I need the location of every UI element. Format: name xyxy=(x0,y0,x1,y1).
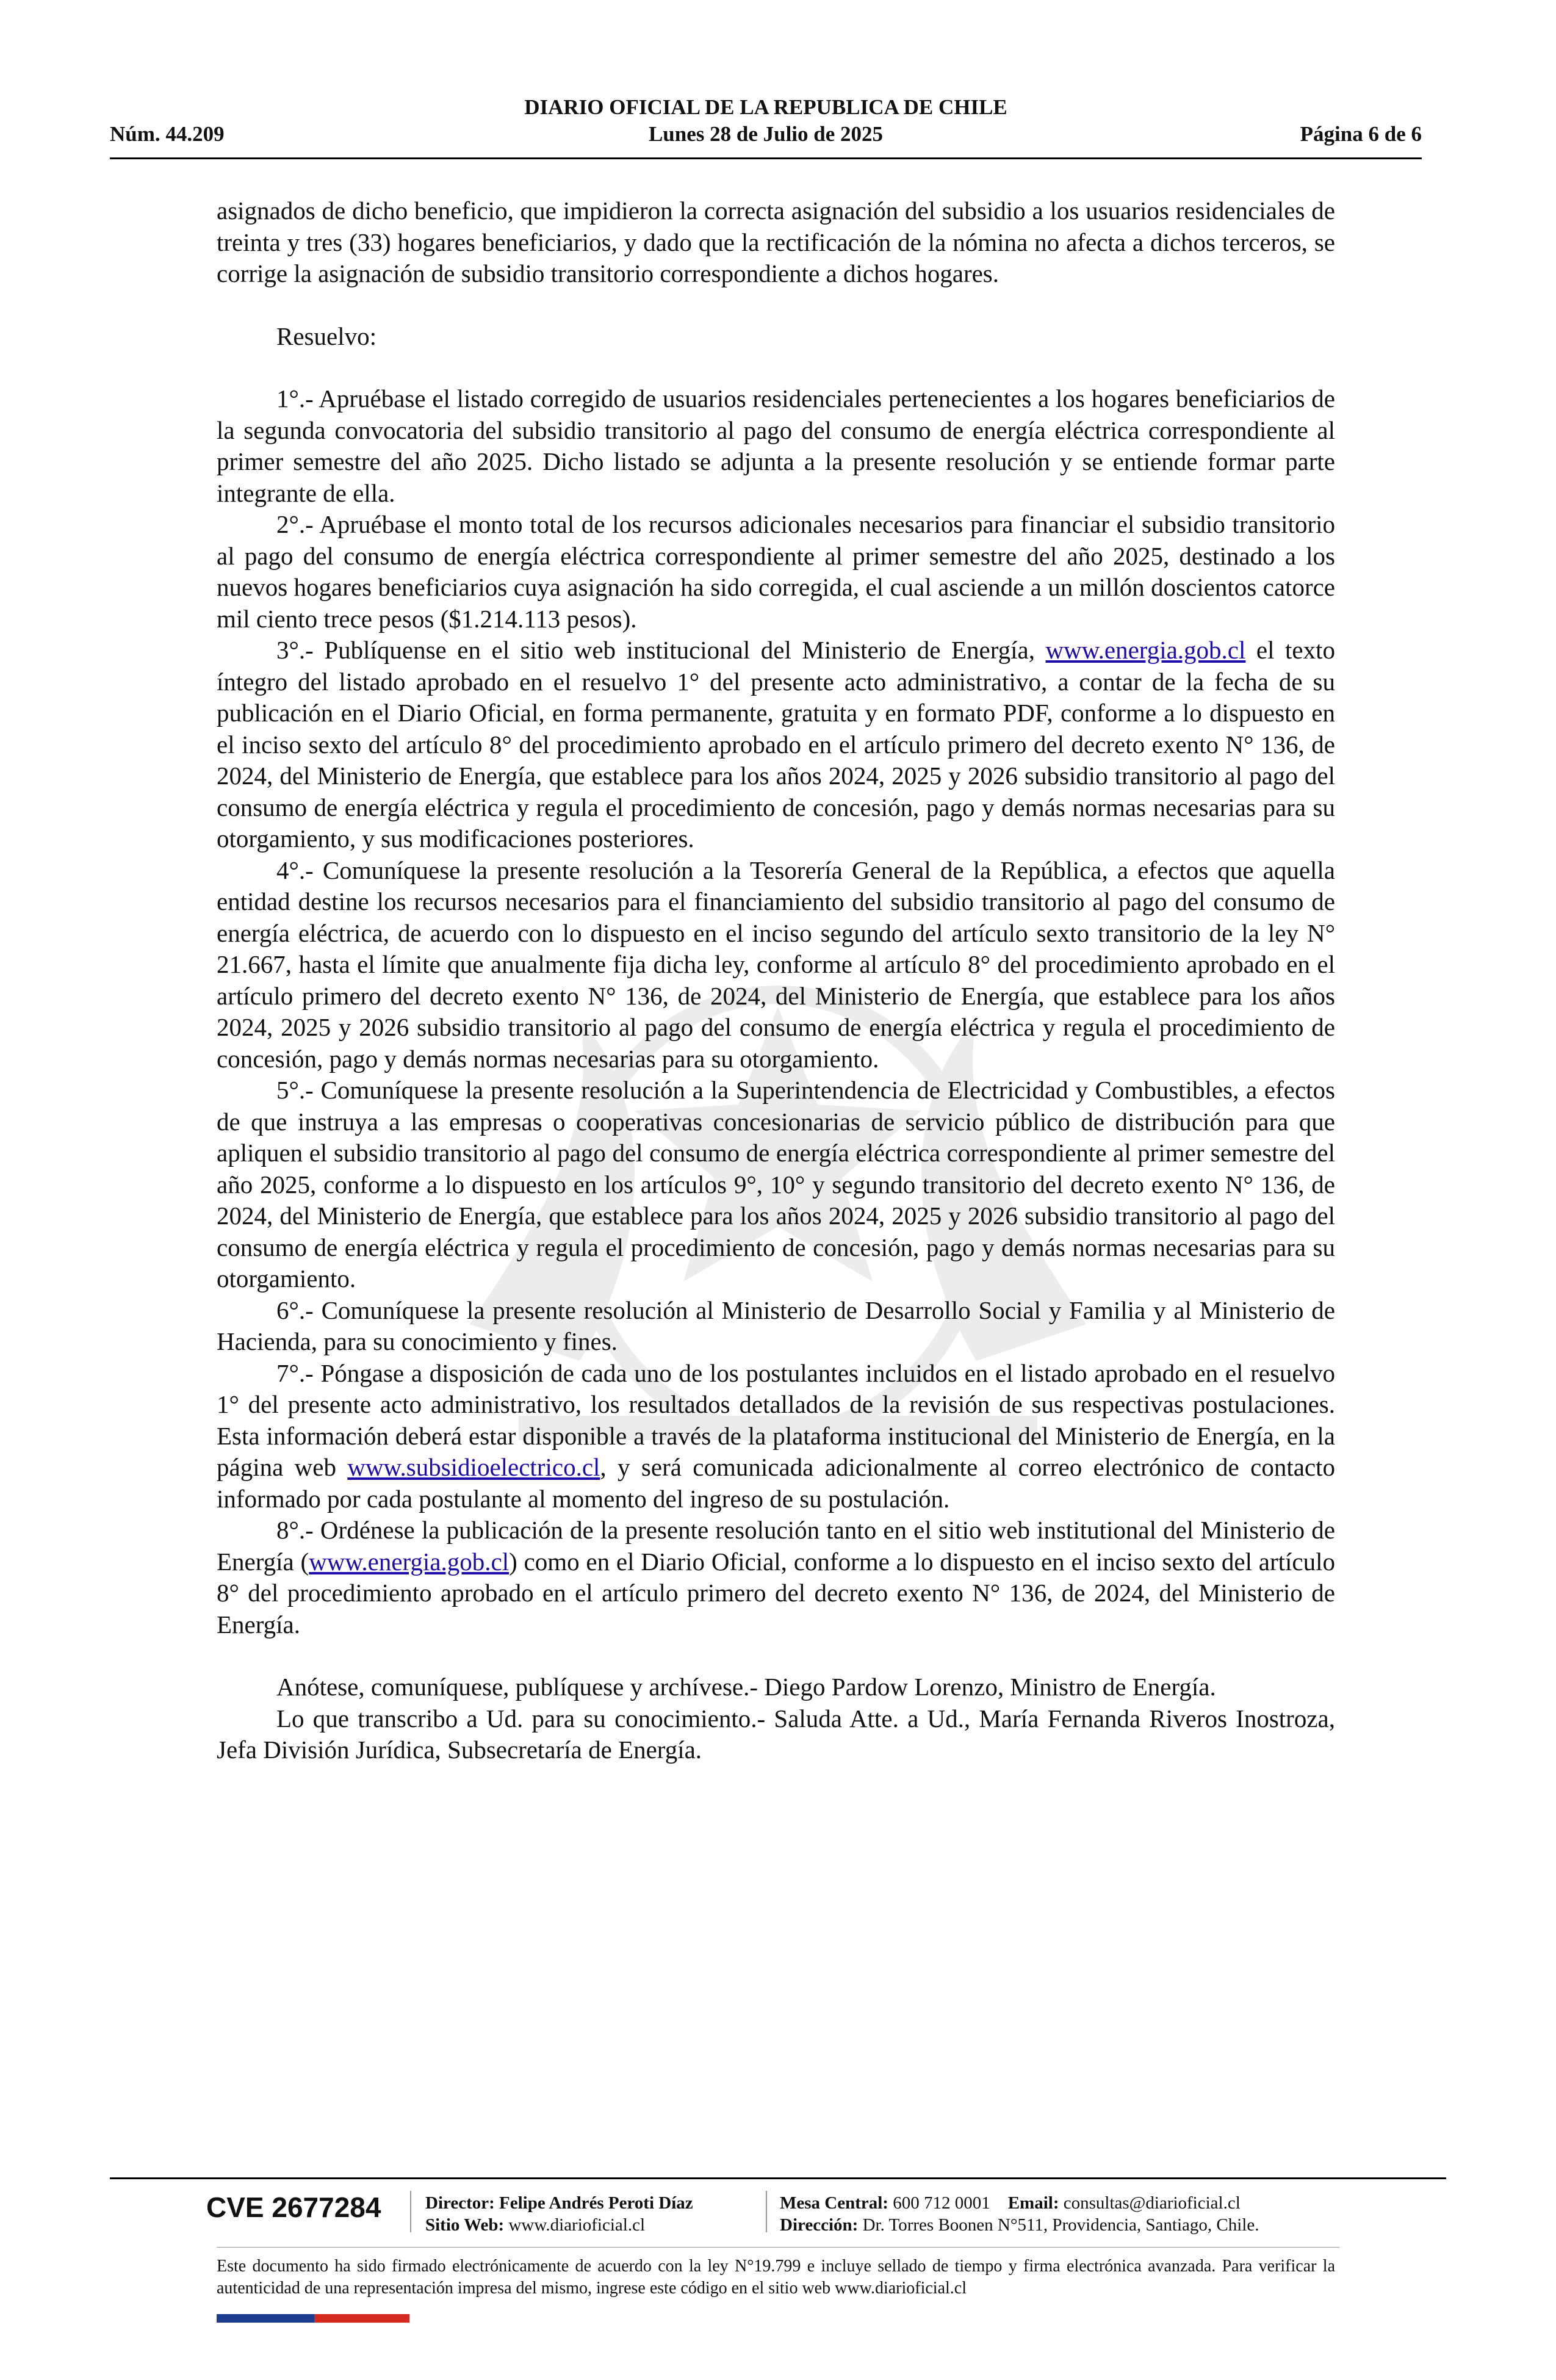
chile-flag-stripe-icon xyxy=(217,2314,409,2323)
page-number: Página 6 de 6 xyxy=(1300,122,1422,146)
resolution-item-3 xyxy=(217,635,1335,855)
resolution-item-2: 2°.- Apruébase el monto total de los recursos adicionales necesarios para financiar el subsidio transitorio al pago del consumo de energía eléctrica correspondiente al primer semestre del año 2025, destinado a los nuevos hogares beneficiarios cuya asignación ha sido corregida, el cual asciende a un millón doscientos catorce mil ciento trece pesos ($1.214.113 pesos). xyxy=(217,510,1335,633)
energia-link[interactable]: www.energia.gob.cl xyxy=(1045,636,1246,664)
footer-divider-thin xyxy=(217,2247,1339,2248)
address-value: Dr. Torres Boonen N°511, Providencia, Santiago, Chile. xyxy=(862,2215,1259,2235)
cve-code: CVE 2677284 xyxy=(206,2191,381,2223)
resolution-item-8 xyxy=(217,1515,1335,1640)
email-label: Email: xyxy=(1007,2193,1059,2213)
director-name: Felipe Andrés Peroti Díaz xyxy=(499,2193,693,2213)
footer-contact-block xyxy=(780,2192,1259,2236)
page-header xyxy=(110,92,1422,159)
resuelvo-heading: Resuelvo: xyxy=(276,322,376,350)
footer-divider xyxy=(110,2177,1446,2179)
resolution-item-8-text-b: ) como en el Diario Oficial, conforme a lo dispuesto en el inciso sexto del artículo 8° del procedimiento aprobado en el artículo primero del decreto exento N° 136, de 2024, del Ministerio de Energía. xyxy=(217,1547,1335,1639)
newspaper-title: DIARIO OFICIAL DE LA REPUBLICA DE CHILE xyxy=(524,95,1007,119)
footer-separator xyxy=(410,2191,411,2232)
mesa-label: Mesa Central: xyxy=(780,2193,888,2213)
resolution-item-7 xyxy=(217,1358,1335,1515)
document-body xyxy=(217,195,1335,1766)
address-label: Dirección: xyxy=(780,2215,859,2235)
resolution-item-3-text-b: el texto íntegro del listado aprobado en el resuelvo 1° del presente acto administrativo, a contar de la fecha de su publicación en el Diario Oficial, en forma permanente, gratuita y en formato PDF, conforme a lo dispuesto en el inciso sexto del artículo 8° del procedimiento aprobado en el artículo primero del decreto exento N° 136, de 2024, del Ministerio de Energía, que establece para los años 2024, 2025 y 2026 subsidio transitorio al pago del consumo de energía eléctrica y regula el procedimiento de concesión, pago y demás normas necesarias para su otorgamiento, y sus modificaciones posteriores. xyxy=(217,636,1335,853)
energia-link-2[interactable]: www.energia.gob.cl xyxy=(309,1547,510,1576)
signature-disclaimer: Este documento ha sido firmado electrónicamente de acuerdo con la ley N°19.799 e incluye sellado de tiempo y firma electrónica avanzada. Para verificar la autenticidad de una representación impresa del mismo, ingrese este código en el sitio web www.diarioficial.cl xyxy=(217,2257,1335,2298)
intro-paragraph: asignados de dicho beneficio, que impidieron la correcta asignación del subsidio a los usuarios residenciales de treinta y tres (33) hogares beneficiarios, y dado que la rectificación de la nómina no afecta a dichos terceros, se corrige la asignación de subsidio transitorio correspondiente a dichos hogares. xyxy=(217,197,1335,287)
issue-date: Lunes 28 de Julio de 2025 xyxy=(648,122,884,146)
footer-separator xyxy=(766,2191,767,2232)
resolution-item-6: 6°.- Comuníquese la presente resolución al Ministerio de Desarrollo Social y Familia y al Ministerio de Hacienda, para su conocimiento y fines. xyxy=(217,1296,1335,1355)
resolution-item-7-text-a: 7°.- Póngase a disposición de cada uno de los postulantes incluidos en el listado aprobado en el resuelvo 1° del presente acto administrativo, los resultados detallados de la revisión de sus respectivas postulaciones. Esta información deberá estar disponible a través de la plataforma institucional del Ministerio de Energía, en la página web xyxy=(217,1358,1335,1481)
transcribe-paragraph: Lo que transcribo a Ud. para su conocimiento.- Saluda Atte. a Ud., María Fernanda Riveros Inostroza, Jefa División Jurídica, Subsecretaría de Energía. xyxy=(217,1704,1335,1764)
resolution-item-5: 5°.- Comuníquese la presente resolución a la Superintendencia de Electricidad y Combustibles, a efectos de que instruya a las empresas o cooperativas concesionarias de servicio público de distribución para que apliquen el subsidio transitorio al pago del consumo de energía eléctrica correspondiente al primer semestre del año 2025, conforme a lo dispuesto en los artículos 9°, 10° y segundo transitorio del decreto exento N° 136, de 2024, del Ministerio de Energía, que establece para los años 2024, 2025 y 2026 subsidio transitorio al pago del consumo de energía eléctrica y regula el procedimiento de concesión, pago y demás normas necesarias para su otorgamiento. xyxy=(217,1076,1335,1293)
email-address[interactable]: consultas@diarioficial.cl xyxy=(1063,2193,1241,2213)
resolution-item-3-text-a: 3°.- Publíquense en el sitio web institucional del Ministerio de Energía, xyxy=(276,636,1046,664)
site-url[interactable]: www.diarioficial.cl xyxy=(508,2215,646,2235)
closing-paragraph: Anótese, comuníquese, publíquese y archívese.- Diego Pardow Lorenzo, Ministro de Energía. xyxy=(276,1673,1216,1701)
mesa-phone: 600 712 0001 xyxy=(893,2193,990,2213)
resolution-item-8-text-a: 8°.- Ordénese la publicación de la presente resolución tanto en el sitio web institutional del Ministerio de Energía ( xyxy=(217,1516,1335,1576)
footer-director-block xyxy=(425,2192,693,2236)
site-label: Sitio Web: xyxy=(425,2215,505,2235)
director-label: Director: xyxy=(425,2193,495,2213)
issue-number: Núm. 44.209 xyxy=(110,122,225,146)
resolution-item-7-text-b: , y será comunicada adicionalmente al correo electrónico de contacto informado por cada postulante al momento del ingreso de su postulación. xyxy=(217,1453,1335,1513)
subsidioelectrico-link[interactable]: www.subsidioelectrico.cl xyxy=(347,1453,600,1481)
resolution-item-1: 1°.- Apruébase el listado corregido de usuarios residenciales pertenecientes a los hogares beneficiarios de la segunda convocatoria del subsidio transitorio al pago del consumo de energía eléctrica correspondiente al primer semestre del año 2025. Dicho listado se adjunta a la presente resolución y se entiende formar parte integrante de ella. xyxy=(217,384,1335,507)
resolution-item-4: 4°.- Comuníquese la presente resolución a la Tesorería General de la República, a efectos que aquella entidad destine los recursos necesarios para el financiamiento del subsidio transitorio al pago del consumo de energía eléctrica, de acuerdo con lo dispuesto en el inciso segundo del artículo sexto transitorio de la ley N° 21.667, hasta el límite que anualmente fija dicha ley, conforme al artículo 8° del procedimiento aprobado en el artículo primero del decreto exento N° 136, de 2024, del Ministerio de Energía, que establece para los años 2024, 2025 y 2026 subsidio transitorio al pago del consumo de energía eléctrica y regula el procedimiento de concesión, pago y demás normas necesarias para su otorgamiento. xyxy=(217,856,1335,1073)
